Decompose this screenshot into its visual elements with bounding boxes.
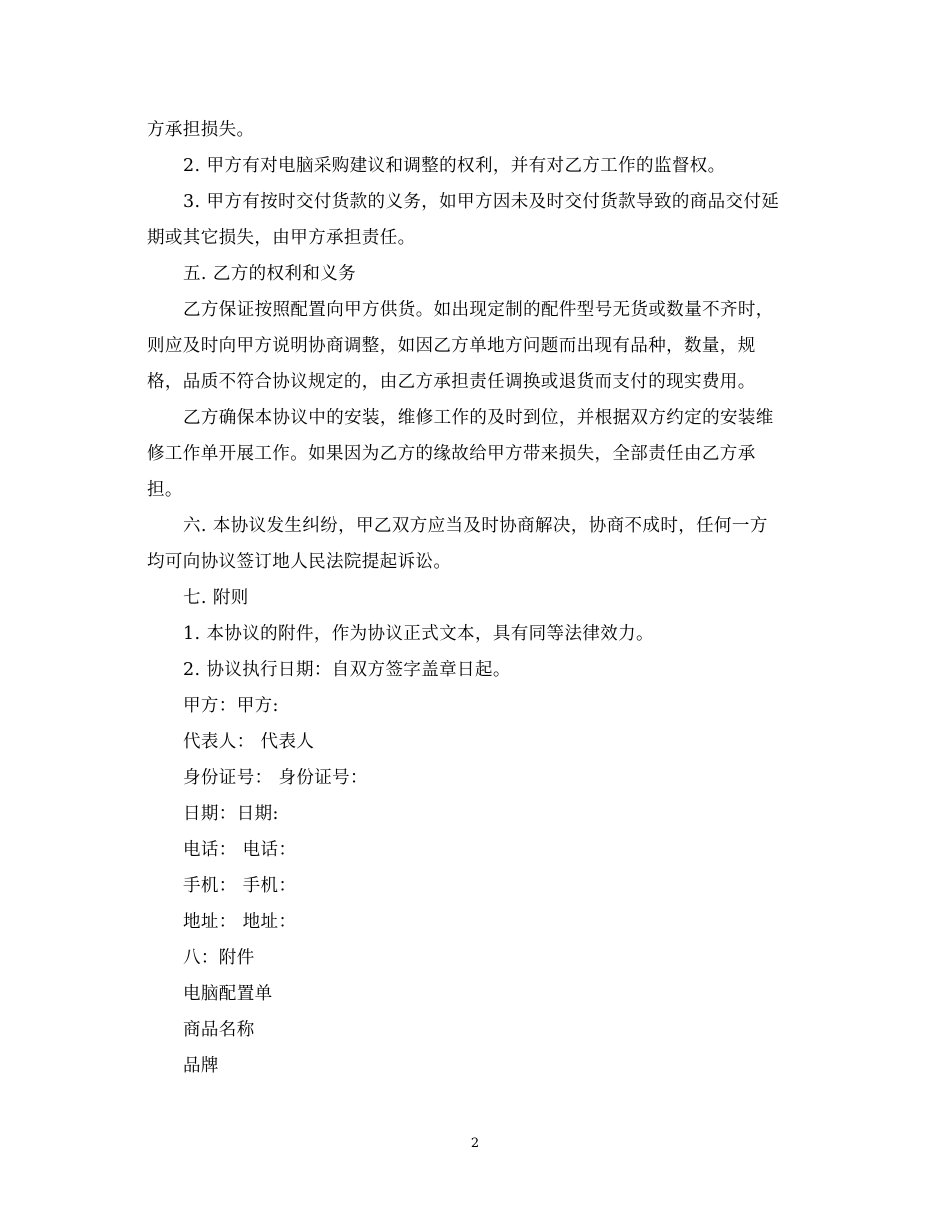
- paragraph-line: 1. 本协议的附件，作为协议正式文本，具有同等法律效力。: [183, 624, 654, 644]
- attachment-line: 商品名称: [183, 1020, 255, 1040]
- section-heading: 七. 附则: [183, 588, 249, 608]
- signature-field: 身份证号： 身份证号：: [183, 768, 368, 788]
- paragraph-line: 均可向协议签订地人民法院提起诉讼。: [147, 552, 452, 572]
- section-heading: 五. 乙方的权利和义务: [183, 264, 357, 284]
- document-body: [147, 112, 807, 1084]
- paragraph-line: 则应及时向甲方说明协商调整，如因乙方单地方问题而出现有品种，数量，规: [147, 336, 756, 356]
- paragraph-line: 六. 本协议发生纠纷，甲乙双方应当及时协商解决，协商不成时，任何一方: [183, 516, 768, 536]
- section-heading: 八：附件: [183, 948, 255, 968]
- paragraph-line: 2. 甲方有对电脑采购建议和调整的权利，并有对乙方工作的监督权。: [183, 156, 726, 176]
- paragraph-line: 担。: [147, 480, 183, 500]
- paragraph-line: 乙方确保本协议中的安装，维修工作的及时到位，并根据双方约定的安装维: [183, 408, 774, 428]
- page-number: 2: [470, 1136, 480, 1151]
- attachment-line: 品牌: [183, 1056, 219, 1076]
- paragraph-line: 期或其它损失，由甲方承担责任。: [147, 228, 416, 248]
- paragraph-line: 乙方保证按照配置向甲方供货。如出现定制的配件型号无货或数量不齐时，: [183, 300, 774, 320]
- paragraph-line: 方承担损失。: [147, 120, 255, 140]
- paragraph-line: 2. 协议执行日期：自双方签字盖章日起。: [183, 660, 511, 680]
- attachment-line: 电脑配置单: [183, 984, 273, 1004]
- paragraph-line: 修工作单开展工作。如果因为乙方的缘故给甲方带来损失，全部责任由乙方承: [147, 444, 756, 464]
- signature-field: 手机： 手机：: [183, 876, 297, 896]
- signature-field: 甲方：甲方:: [183, 696, 279, 716]
- signature-field: 电话： 电话：: [183, 840, 297, 860]
- paragraph-line: 3. 甲方有按时交付货款的义务，如甲方因未及时交付货款导致的商品交付延: [183, 192, 780, 212]
- signature-field: 代表人： 代表人: [183, 732, 315, 752]
- signature-field: 日期：日期:: [183, 804, 279, 824]
- signature-field: 地址： 地址：: [183, 912, 297, 932]
- paragraph-line: 格，品质不符合协议规定的，由乙方承担责任调换或退货而支付的现实费用。: [147, 372, 756, 392]
